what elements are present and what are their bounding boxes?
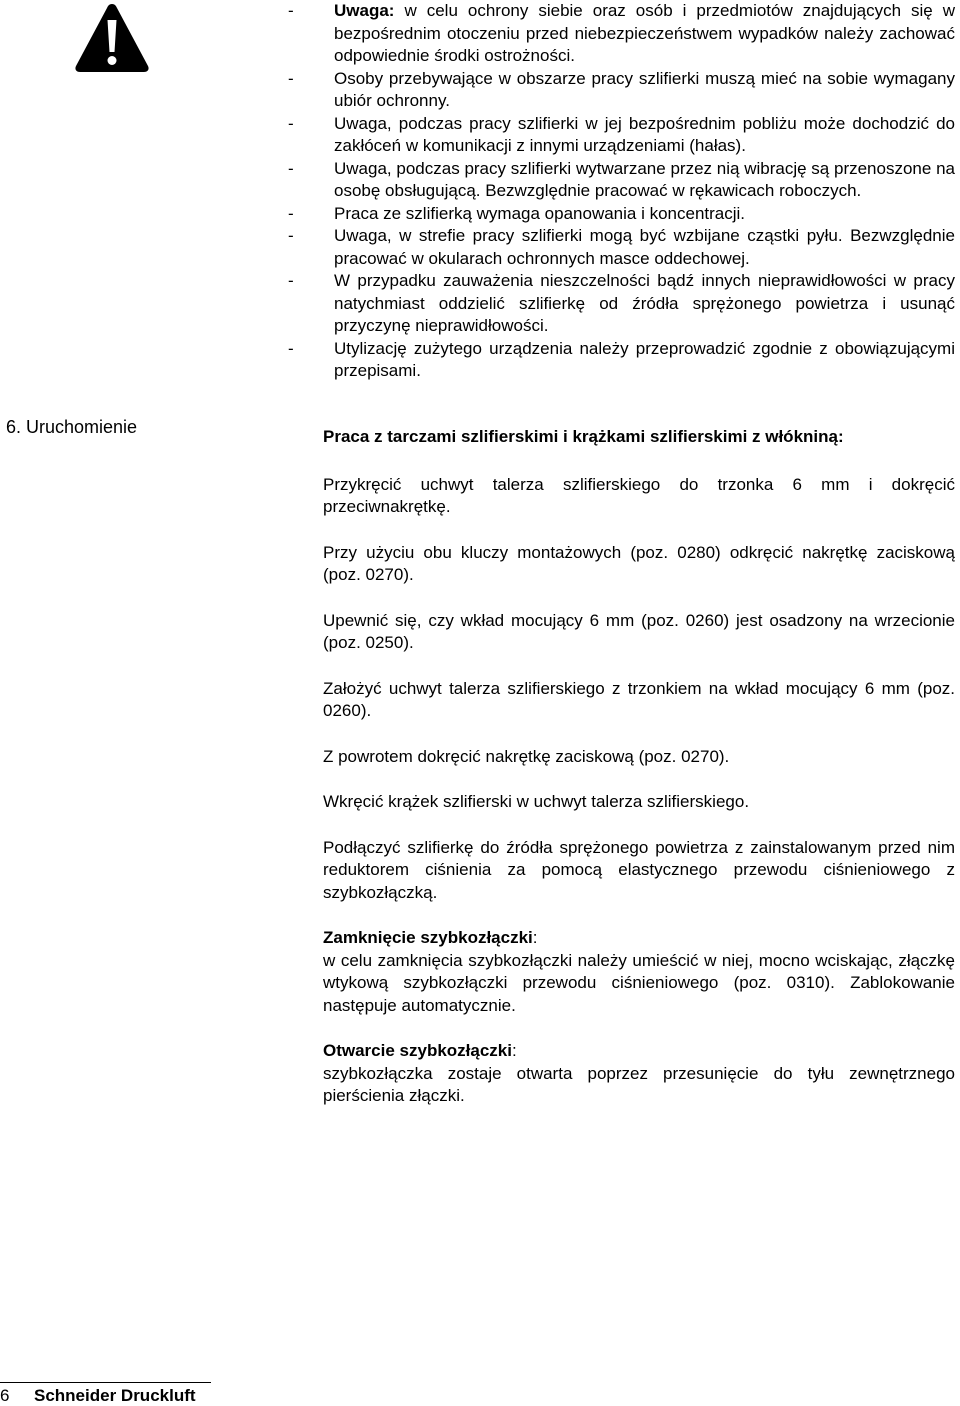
coupling-close-title: Zamknięcie szybkozłączki	[323, 928, 533, 947]
instruction-step: Przykręcić uchwyt talerza szlifierskiego do trzonka 6 mm i dokręcić przeciwnakrętkę.	[323, 474, 955, 516]
warning-triangle-icon	[74, 2, 150, 74]
warning-item	[288, 68, 955, 113]
warning-item	[288, 0, 955, 68]
instruction-step: Z powrotem dokręcić nakrętkę zaciskową (poz. 0270).	[323, 746, 730, 766]
bullet-dash: -	[288, 113, 294, 133]
instruction-step: Podłączyć szlifierkę do źródła sprężonego powietrza z zainstalowanym przed nim reduktorem ciśnienia za pomocą elastycznego przewodu ciśnieniowego z szybkozłączką.	[323, 837, 955, 902]
instruction-step: Przy użyciu obu kluczy montażowych (poz. 0280) odkręcić nakrętkę zaciskową (poz. 0270).	[323, 542, 955, 584]
page-number: 6	[0, 1386, 10, 1405]
coupling-close-text: w celu zamknięcia szybkozłączki należy umieścić w niej, mocno wciskając, złączkę wtykową szybkozłączki przewodu ciśnieniowego (poz. 0310). Zablokowanie następuje automatycznie.	[323, 950, 955, 1015]
bullet-dash: -	[288, 338, 294, 358]
bullet-dash: -	[288, 1, 294, 20]
warning-text: Praca ze szlifierką wymaga opanowania i koncentracji.	[334, 203, 746, 223]
warning-item	[288, 270, 955, 338]
coupling-open-sep: :	[511, 1041, 517, 1060]
footer-brand: Schneider Druckluft	[34, 1386, 196, 1405]
safety-warnings-list	[288, 0, 955, 383]
warning-item	[288, 158, 955, 203]
coupling-close-paragraph	[323, 927, 955, 1017]
warning-text: Uwaga, podczas pracy szlifierki w jej bezpośrednim pobliżu może dochodzić do zakłóceń w komunikacji z innymi urządzeniami (hałas).	[334, 113, 955, 155]
warning-text: w celu ochrony siebie oraz osób i przedmiotów znajdujących się w bezpośrednim otoczeniu przed niebezpieczeństwem wypadków należy zachować odpowiednie środki ostrożności.	[334, 1, 955, 65]
bullet-dash: -	[288, 226, 294, 245]
warning-text: Osoby przebywające w obszarze pracy szlifierki muszą mieć na sobie wymagany ubiór ochronny.	[334, 68, 955, 110]
warning-item	[288, 225, 955, 270]
instruction-step: Założyć uchwyt talerza szlifierskiego z trzonkiem na wkład mocujący 6 mm (poz. 0260).	[323, 678, 955, 720]
coupling-close-sep: :	[532, 928, 538, 947]
exclamation-dot	[108, 56, 117, 65]
section-heading: 6. Uruchomienie	[6, 417, 138, 437]
warning-text: W przypadku zauważenia nieszczelności bądź innych nieprawidłowości w pracy natychmiast oddzielić szlifierkę od źródła sprężonego powietrza i usunąć przyczynę nieprawidłowości.	[334, 271, 955, 335]
bullet-dash: -	[288, 271, 294, 290]
warning-text: Uwaga, w strefie pracy szlifierki mogą być wzbijane cząstki pyłu. Bezwzględnie pracować w okularach ochronnych masce oddechowej.	[334, 226, 955, 268]
subheading: Praca z tarczami szlifierskimi i krążkami szlifierskimi z włókniną:	[323, 427, 844, 446]
instruction-step: Upewnić się, czy wkład mocujący 6 mm (poz. 0260) jest osadzony na wrzecionie (poz. 0250).	[323, 610, 955, 652]
coupling-open-paragraph	[323, 1040, 955, 1108]
bullet-dash: -	[288, 203, 294, 223]
instruction-step: Wkręcić krążek szlifierski w uchwyt talerza szlifierskiego.	[323, 792, 750, 811]
main-content	[323, 426, 955, 1131]
page-footer	[0, 1382, 211, 1406]
warning-item	[288, 338, 955, 383]
warning-text: Uwaga, podczas pracy szlifierki wytwarzane przez nią wibrację są przenoszone na osobę obsługującą. Bezwzględnie pracować w rękawicach roboczych.	[334, 158, 955, 200]
bullet-dash: -	[288, 158, 294, 178]
warning-bold-lead: Uwaga:	[334, 1, 395, 20]
bullet-dash: -	[288, 68, 294, 88]
coupling-open-text: szybkozłączka zostaje otwarta poprzez przesunięcie do tyłu zewnętrznego pierścienia złączki.	[323, 1063, 955, 1105]
warning-item	[288, 113, 955, 158]
coupling-open-title: Otwarcie szybkozłączki	[323, 1041, 512, 1060]
warning-item	[288, 203, 955, 226]
warning-text: Utylizację zużytego urządzenia należy przeprowadzić zgodnie z obowiązującymi przepisami.	[334, 338, 955, 380]
